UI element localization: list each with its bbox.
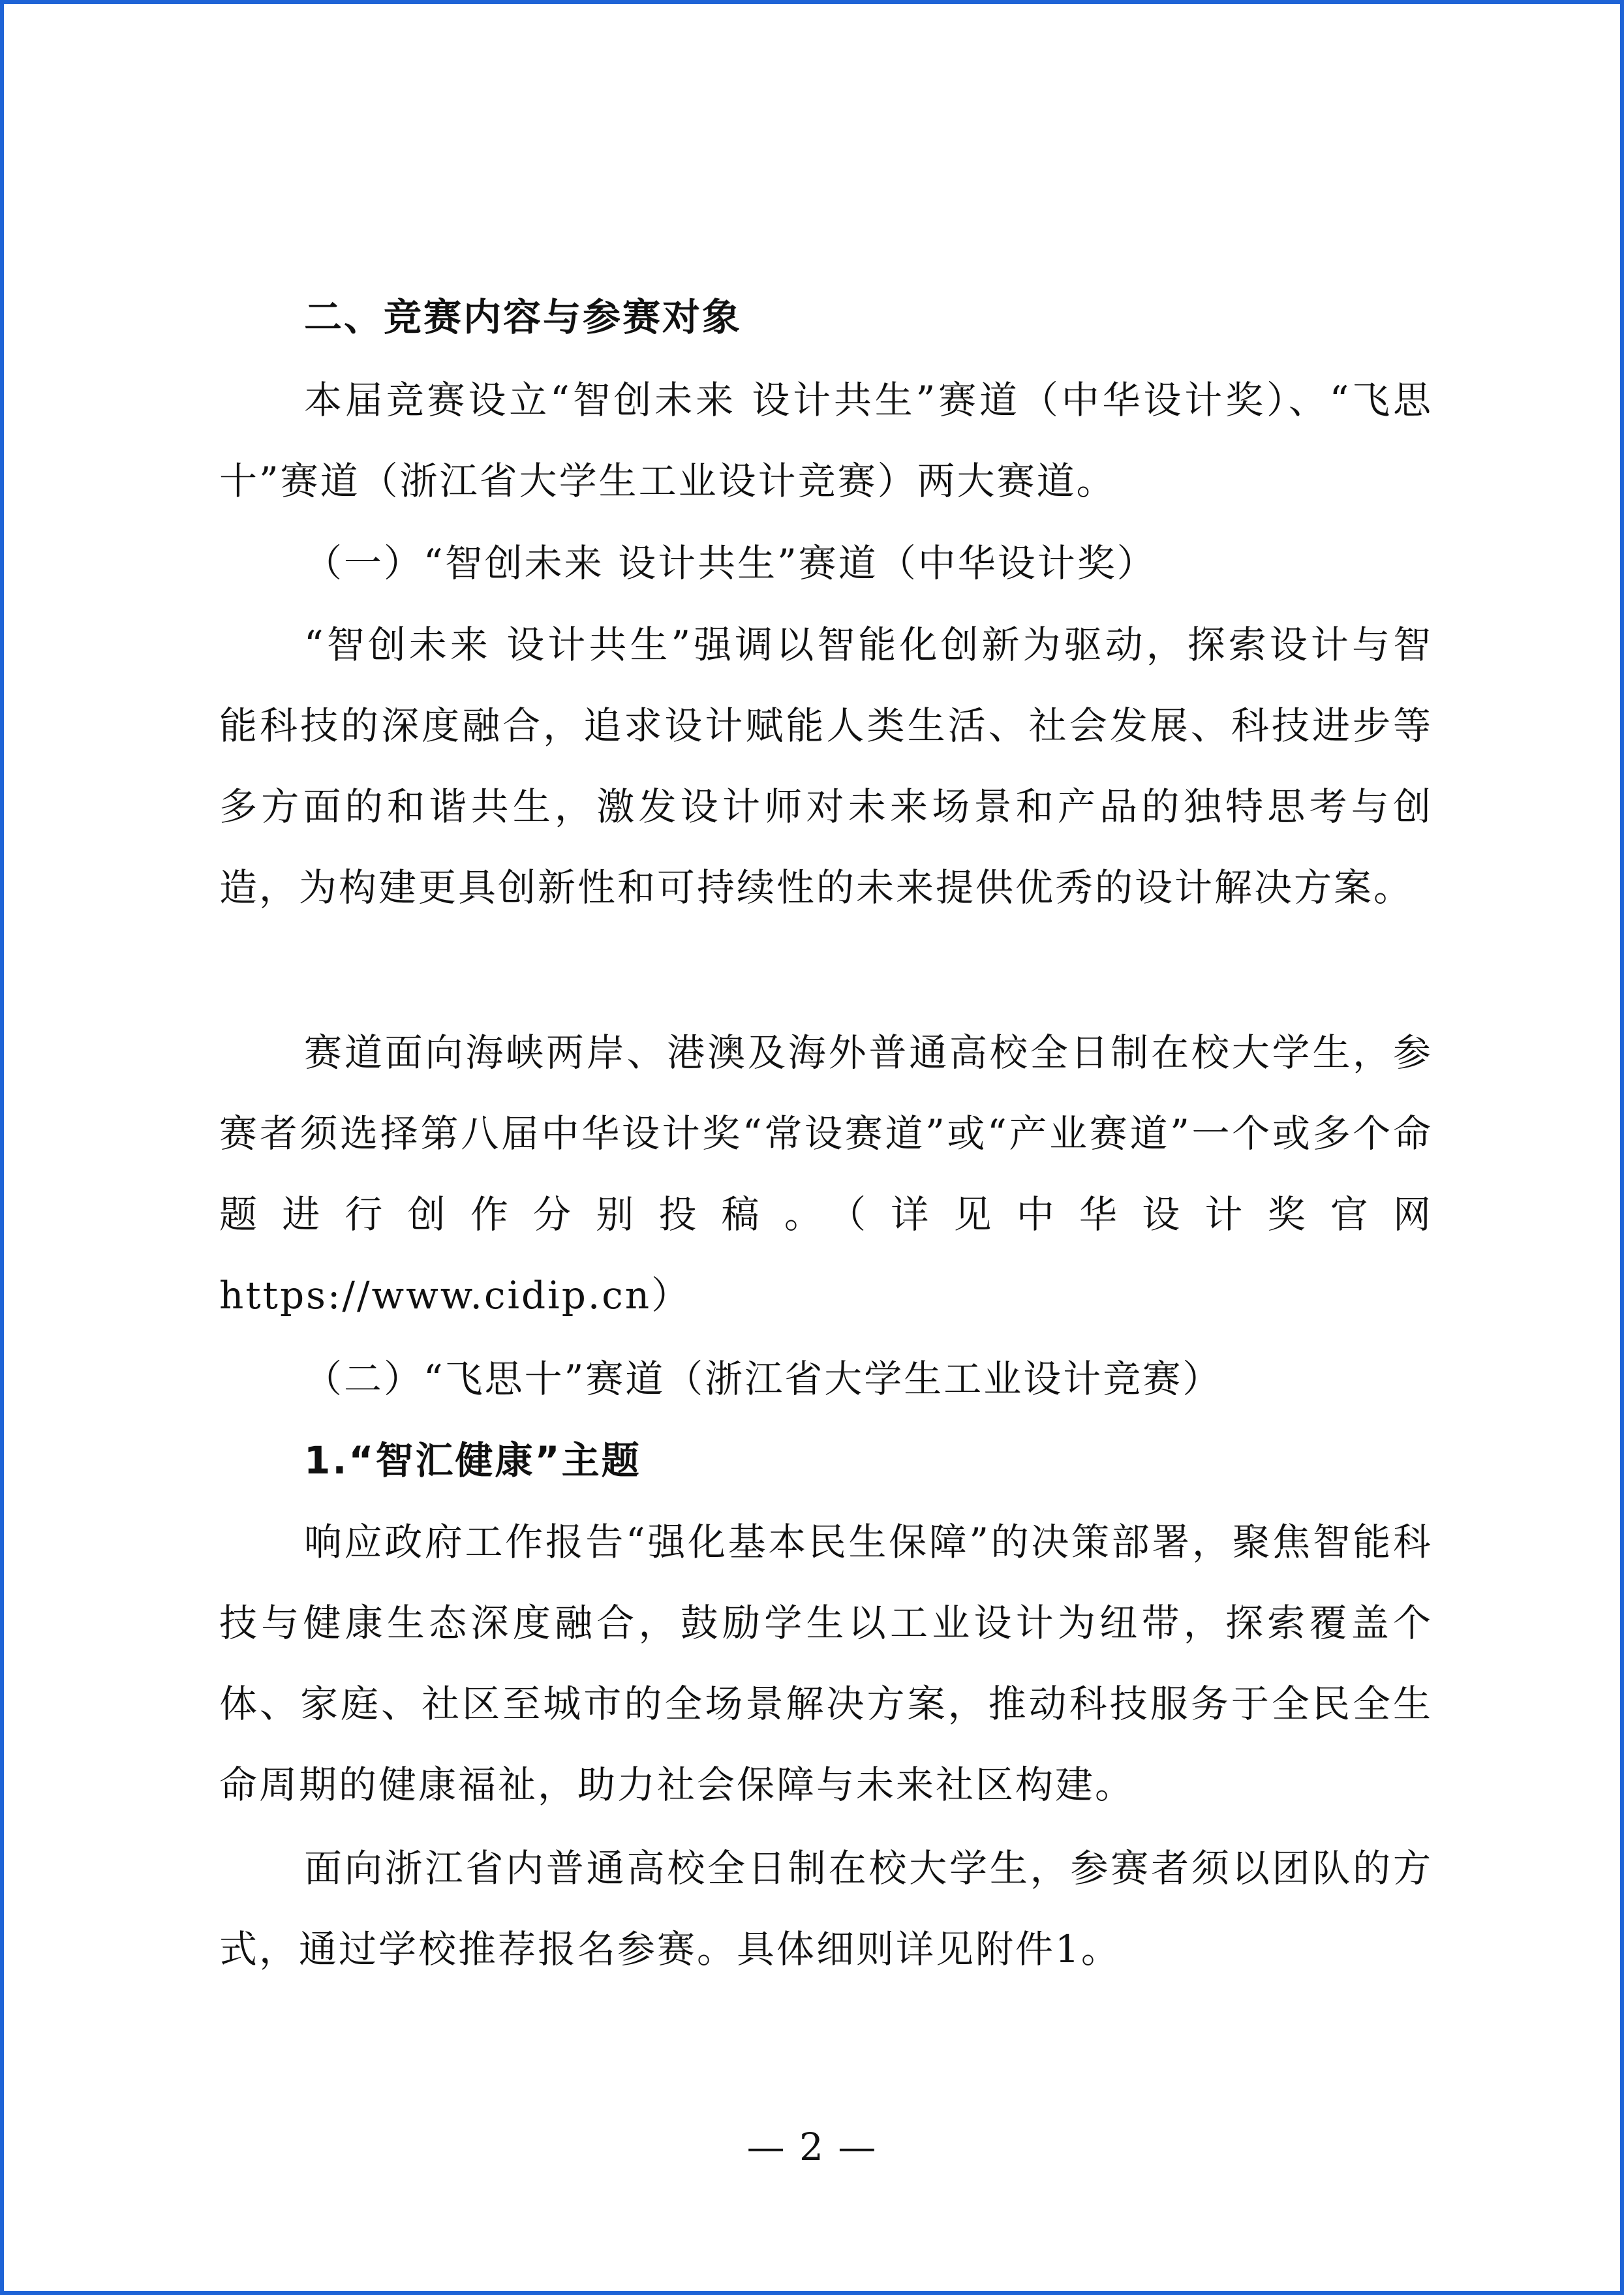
intro-paragraph: 本届竞赛设立“智创未来 设计共生”赛道（中华设计奖）、“飞思十”赛道（浙江省大学生工业设计竞赛）两大赛道。 [219, 378, 1433, 503]
track1-description: “智创未来 设计共生”强调以智能化创新为驱动，探索设计与智能科技的深度融合，追求设计赋能人类生活、社会发展、科技进步等多方面的和谐共生，激发设计师对未来场景和产品的独特思考与创造，为构建更具创新性和可持续性的未来提供优秀的设计解决方案。 [219, 623, 1433, 910]
theme1-heading: 1.“智汇健康”主题 [304, 1438, 641, 1483]
theme1-description: 响应政府工作报告“强化基本民生保障”的决策部署，聚焦智能科技与健康生态深度融合，鼓励学生以工业设计为纽带，探索覆盖个体、家庭、社区至城市的全场景解决方案，推动科技服务于全民全生命周期的健康福祉，助力社会保障与未来社区构建。 [219, 1520, 1433, 1807]
theme1-participants: 面向浙江省内普通高校全日制在校大学生，参赛者须以团队的方式，通过学校推荐报名参赛。具体细则详见附件1。 [219, 1846, 1433, 1971]
page-number: — 2 — [746, 2125, 878, 2169]
section-heading: 二、竞赛内容与参赛对象 [304, 295, 743, 339]
track2-heading: （二）“飞思十”赛道（浙江省大学生工业设计竞赛） [304, 1357, 1223, 1401]
track1-participants: 赛道面向海峡两岸、港澳及海外普通高校全日制在校大学生，参赛者须选择第八届中华设计奖“常设赛道”或“产业赛道”一个或多个命题进行创作分别投稿。（详见中华设计奖官网https://www.cidip.cn） [219, 1030, 1433, 1317]
track1-heading: （一）“智创未来 设计共生”赛道（中华设计奖） [304, 541, 1157, 585]
